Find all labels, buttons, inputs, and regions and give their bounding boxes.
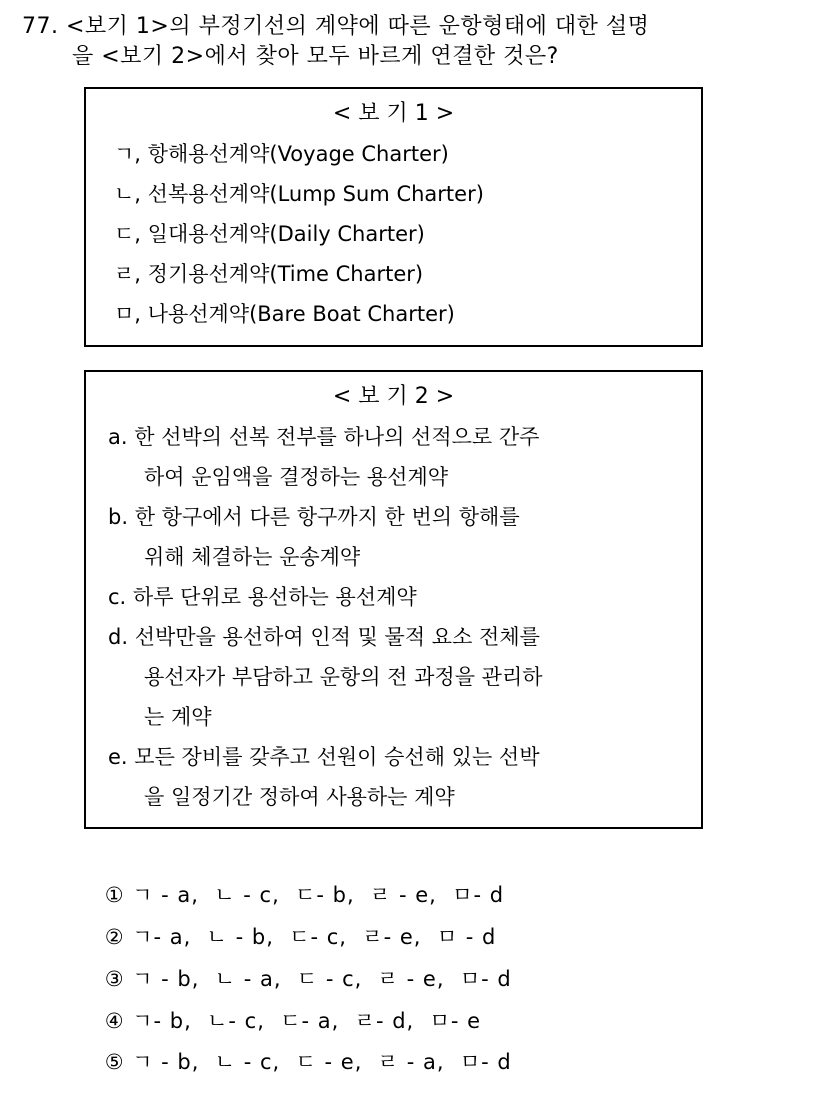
option-text: ㄱ - a, ㄴ - c, ㄷ- b, ㄹ - e, ㅁ- d (132, 883, 505, 907)
box2-item-b (108, 502, 520, 532)
item-text: 한 선박의 선복 전부를 하나의 선적으로 간주 (134, 425, 540, 449)
box1-item-mieum (114, 299, 455, 329)
item-label: ㅁ, (114, 302, 141, 326)
item-label: e. (108, 745, 128, 769)
question-line-1 (22, 12, 649, 42)
box1-item-rieul (114, 259, 423, 289)
item-label: d. (108, 625, 129, 649)
option-marker: ④ (104, 1009, 125, 1033)
box2-item-a-cont: 하여 운임액을 결정하는 용선계약 (144, 465, 449, 489)
item-label: b. (108, 505, 129, 529)
item-label: ㄹ, (114, 262, 141, 286)
option-marker: ① (104, 883, 125, 907)
box2-item-e-cont: 을 일정기간 정하여 사용하는 계약 (144, 785, 455, 809)
option-text: ㄱ - b, ㄴ - c, ㄷ - e, ㄹ - a, ㅁ- d (132, 1050, 512, 1074)
item-text: 나용선계약(Bare Boat Charter) (147, 302, 455, 326)
item-text: 일대용선계약(Daily Charter) (147, 222, 425, 246)
box1-item-giyeok (114, 139, 449, 169)
question-line-2: 을 <보기 2>에서 찾아 모두 바르게 연결한 것은? (72, 44, 559, 69)
box1-item-digeut (114, 219, 425, 249)
box2-item-b-cont: 위해 체결하는 운송계약 (144, 545, 361, 569)
box2-item-e (108, 742, 540, 772)
box2-item-a (108, 422, 539, 452)
item-label: ㄱ, (114, 142, 141, 166)
item-text: 항해용선계약(Voyage Charter) (147, 142, 449, 166)
option-text: ㄱ- a, ㄴ - b, ㄷ- c, ㄹ- e, ㅁ - d (132, 925, 497, 949)
example-box-1-title: < 보 기 1 > (332, 101, 455, 126)
option-marker: ⑤ (104, 1050, 125, 1074)
item-text: 선박만을 용선하여 인적 및 물적 요소 전체를 (134, 625, 540, 649)
question-number: 77. (22, 14, 59, 39)
box2-item-d-cont-2: 는 계약 (144, 705, 212, 729)
item-text: 모든 장비를 갖추고 선원이 승선해 있는 선박 (134, 745, 540, 769)
option-text: ㄱ - b, ㄴ - a, ㄷ - c, ㄹ - e, ㅁ- d (132, 967, 512, 991)
item-text: 정기용선계약(Time Charter) (147, 262, 424, 286)
example-box-1 (84, 87, 703, 347)
box2-item-d-cont-1: 용선자가 부담하고 운항의 전 과정을 관리하 (144, 665, 543, 689)
question-text-1: <보기 1>의 부정기선의 계약에 따른 운항형태에 대한 설명 (66, 14, 650, 39)
item-text: 하루 단위로 용선하는 용선계약 (132, 585, 417, 609)
example-box-2-title: < 보 기 2 > (332, 384, 455, 409)
example-box-2 (84, 370, 703, 829)
item-label: a. (108, 425, 128, 449)
answer-option-5[interactable] (74, 1017, 512, 1107)
item-label: ㄷ, (114, 222, 141, 246)
item-text: 선복용선계약(Lump Sum Charter) (147, 182, 484, 206)
item-label: ㄴ, (114, 182, 141, 206)
box1-item-nieun (114, 179, 484, 209)
box2-item-c (108, 582, 417, 612)
box2-item-d (108, 622, 540, 652)
option-marker: ③ (104, 967, 125, 991)
item-text: 한 항구에서 다른 항구까지 한 번의 항해를 (134, 505, 520, 529)
option-text: ㄱ- b, ㄴ- c, ㄷ- a, ㄹ- d, ㅁ- e (132, 1009, 482, 1033)
option-marker: ② (104, 925, 125, 949)
item-label: c. (108, 585, 127, 609)
